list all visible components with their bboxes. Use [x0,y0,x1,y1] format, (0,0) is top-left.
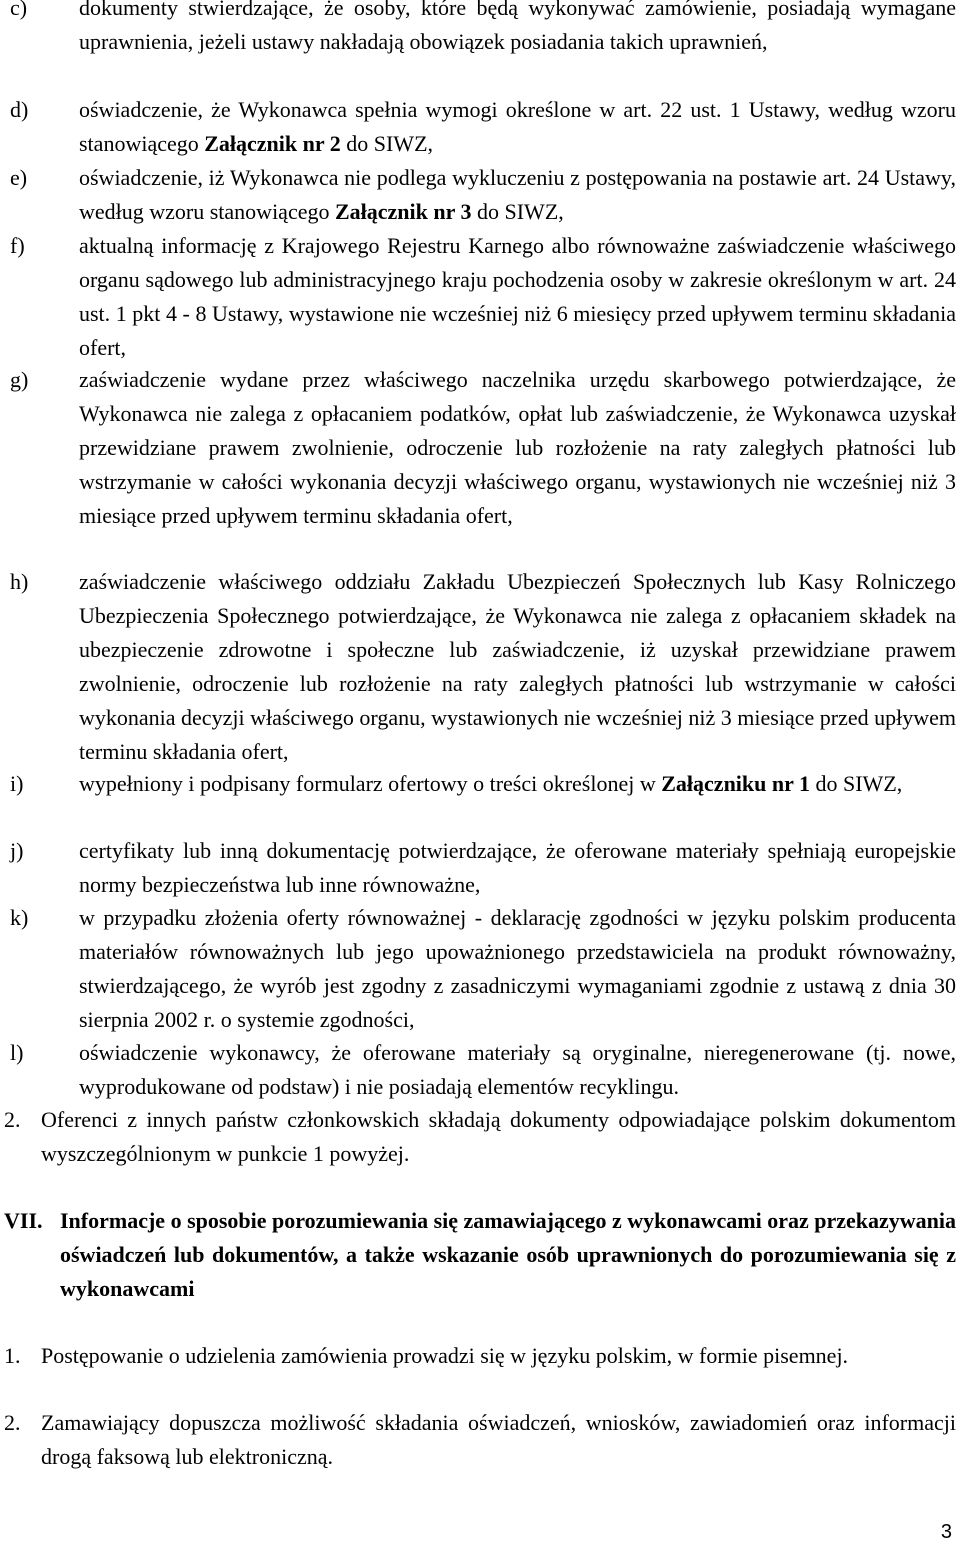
list-item-k [10,901,956,1037]
list-marker: k) [10,905,29,930]
list-item-c [10,0,956,59]
list-item-text: certyfikaty lub inną dokumentację potwierdzające, że oferowane materiały spełniają europejskie normy bezpieczeństwa lub inne równoważne, [79,838,956,897]
list-item-text: oświadczenie wykonawcy, że oferowane materiały są oryginalne, nieregenerowane (tj. nowe, wyprodukowane od podstaw) i nie posiadają elementów recyklingu. [79,1040,956,1099]
list-item-j [10,834,956,902]
list-marker: j) [10,838,24,863]
attachment-reference: Załącznik nr 3 [334,199,472,224]
list-item-d [10,93,956,161]
numbered-point-2 [4,1103,956,1171]
point-marker: 2. [4,1410,21,1435]
point-text: Postępowanie o udzielenia zamówienia prowadzi się w języku polskim, w formie pisemnej. [41,1343,849,1368]
list-marker: i) [10,771,24,796]
list-item-h [10,565,956,769]
list-item-text: dokumenty stwierdzające, że osoby, które będą wykonywać zamówienie, posiadają wymagane uprawnienia, jeżeli ustawy nakładają obowiązek posiadania takich uprawnień, [79,0,956,54]
point-text: Oferenci z innych państw członkowskich składają dokumenty odpowiadające polskim dokumentom wyszczególnionym w punkcie 1 powyżej. [41,1107,956,1166]
section-point-1 [4,1339,956,1373]
list-marker: h) [10,569,29,594]
list-item-l [10,1036,956,1104]
attachment-reference: Załączniku nr 1 [661,771,810,796]
list-item-text: oświadczenie, że Wykonawca spełnia wymogi określone w art. 22 ust. 1 Ustawy, według wzoru stanowiącego Załącznik nr 2 do SIWZ, [79,97,956,156]
list-item-text: aktualną informację z Krajowego Rejestru Karnego albo równoważne zaświadczenie właściwego organu sądowego lub administracyjnego kraju pochodzenia osoby w zakresie określonym w art. 24 ust. 1 pkt 4 - 8 Ustawy, wystawione nie wcześniej niż 6 miesięcy przed upływem terminu składania ofert, [79,233,956,360]
list-item-text: wypełniony i podpisany formularz ofertowy o treści określonej w Załączniku nr 1 do SIWZ, [79,771,903,796]
attachment-reference: Załącznik nr 2 [204,131,341,156]
section-number: VII. [4,1208,43,1233]
list-marker: d) [10,97,29,122]
list-item-f [10,229,956,365]
list-marker: l) [10,1040,24,1065]
list-item-e [10,161,956,229]
list-marker: e) [10,165,28,190]
list-item-text: oświadczenie, iż Wykonawca nie podlega wykluczeniu z postępowania na postawie art. 24 Ustawy, według wzoru stanowiącego Załącznik nr 3 do SIWZ, [79,165,956,224]
list-item-text: zaświadczenie właściwego oddziału Zakładu Ubezpieczeń Społecznych lub Kasy Rolniczego Ubezpieczenia Społecznego potwierdzające, że Wykonawca nie zalega z opłacaniem składek na ubezpieczenie zdrowotne i społeczne lub zaświadczenie, iż uzyskał przewidziane prawem zwolnienie, odroczenie lub rozłożenie na raty zaległych płatności lub wstrzymanie w całości wykonania decyzji właściwego organu, wystawionych nie wcześniej niż 3 miesiące przed upływem terminu składania ofert, [79,569,956,764]
point-text: Zamawiający dopuszcza możliwość składania oświadczeń, wniosków, zawiadomień oraz informacji drogą faksową lub elektroniczną. [41,1410,956,1469]
point-marker: 1. [4,1343,21,1368]
section-point-2 [4,1406,956,1474]
page-number: 3 [940,1521,952,1543]
list-item-g [10,363,956,533]
list-marker: c) [10,0,28,20]
list-marker: g) [10,367,29,392]
section-heading-vii [4,1204,956,1306]
list-marker: f) [10,233,25,258]
list-item-text: zaświadczenie wydane przez właściwego naczelnika urzędu skarbowego potwierdzające, że Wykonawca nie zalega z opłacaniem podatków, opłat lub zaświadczenie, że Wykonawca uzyskał przewidziane prawem zwolnienie, odroczenie lub rozłożenie na raty zaległych płatności lub wstrzymanie w całości wykonania decyzji właściwego organu, wystawionych nie wcześniej niż 3 miesiące przed upływem terminu składania ofert, [79,367,956,528]
section-title: Informacje o sposobie porozumiewania się zamawiającego z wykonawcami oraz przekazywania oświadczeń lub dokumentów, a także wskazanie osób uprawnionych do porozumiewania się z wykonawcami [60,1208,956,1301]
point-marker: 2. [4,1107,21,1132]
list-item-i [10,767,956,801]
list-item-text: w przypadku złożenia oferty równoważnej - deklarację zgodności w języku polskim producenta materiałów równoważnych lub jego upoważnionego przedstawiciela na produkt równoważny, stwierdzającego, że wyrób jest zgodny z zasadniczymi wymaganiami zgodnie z ustawą z dnia 30 sierpnia 2002 r. o systemie zgodności, [79,905,956,1032]
